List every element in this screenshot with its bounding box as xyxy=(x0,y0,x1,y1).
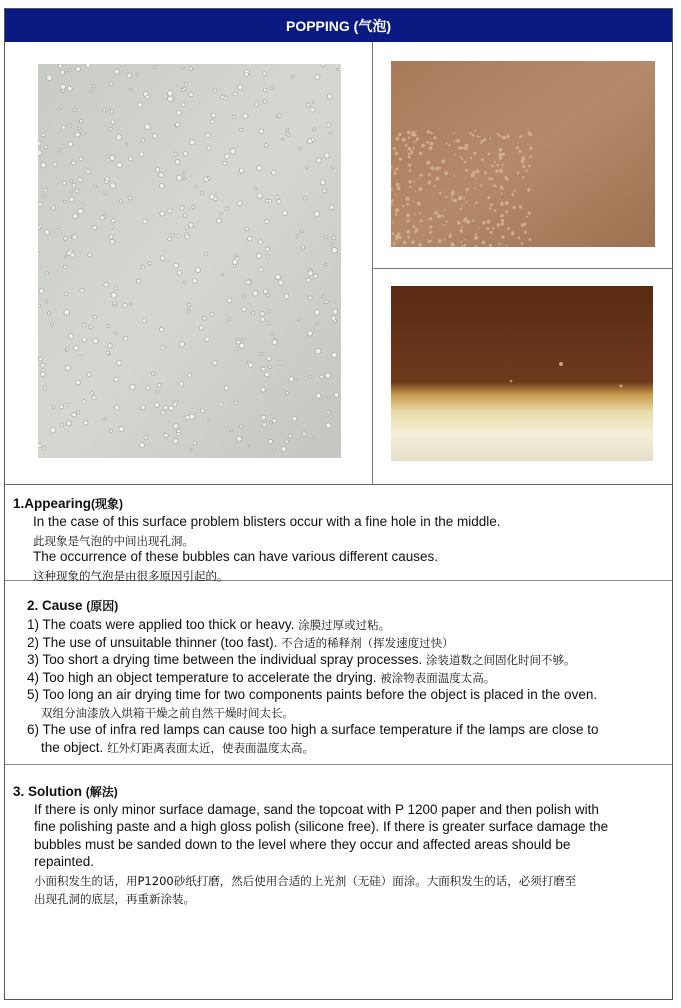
section-solution xyxy=(5,765,672,1001)
photo-divider-horizontal xyxy=(372,268,673,269)
page-title: POPPING (气泡) xyxy=(5,9,672,42)
solution-line-4: repainted. xyxy=(34,854,95,869)
section-cause xyxy=(5,581,672,765)
cause-item-6-cont: the object. 红外灯距离表面太近，使表面温度太高。 xyxy=(41,740,315,755)
appearing-line-4: 这种现象的气泡是由很多原因引起的。 xyxy=(33,569,229,583)
cause-item-3: 3) Too short a drying time between the individual spray processes. 涂装道数之间固化时间不够。 xyxy=(27,652,576,667)
solution-line-2: fine polishing paste and a high gloss polish (silicone free). If there is greater surface damage the xyxy=(34,819,609,834)
cause-item-2: 2) The use of unsuitable thinner (too fast). 不合适的稀释剂（挥发速度过快） xyxy=(27,635,454,650)
blister-photo-top-right xyxy=(391,61,655,247)
photo-panel xyxy=(5,42,672,485)
appearing-line-1: In the case of this surface problem blisters occur with a fine hole in the middle. xyxy=(33,514,501,529)
cause-item-1: 1) The coats were applied too thick or heavy. 涂膜过厚或过粘。 xyxy=(27,617,391,632)
blister-photo-left xyxy=(38,64,341,458)
photo-divider-vertical xyxy=(372,42,373,484)
cause-item-4: 4) Too high an object temperature to accelerate the drying. 被涂物表面温度太高。 xyxy=(27,670,496,685)
appearing-line-3: The occurrence of these bubbles can have various different causes. xyxy=(33,549,438,564)
section-appearing xyxy=(5,484,672,581)
document-frame xyxy=(4,8,673,1000)
appearing-title: 1.Appearing(现象) xyxy=(13,496,124,511)
solution-cn-line-1: 小面积发生的话，用P1200砂纸打磨，然后使用合适的上光剂（无硅）面涂。大面积发生的话，必须打磨至 xyxy=(34,874,577,888)
appearing-line-2: 此现象是气泡的中间出现孔洞。 xyxy=(33,534,194,548)
blister-photo-bottom-right xyxy=(391,286,653,461)
solution-title: 3. Solution (解法) xyxy=(13,784,118,799)
cause-item-6: 6) The use of infra red lamps can cause too high a surface temperature if the lamps are close to xyxy=(27,722,599,737)
solution-line-3: bubbles must be sanded down to the level where they occur and affected areas should be xyxy=(34,837,571,852)
solution-line-1: If there is only minor surface damage, sand the topcoat with P 1200 paper and then polish with xyxy=(34,802,599,817)
solution-cn-line-2: 出现孔洞的底层，再重新涂装。 xyxy=(34,892,195,906)
cause-title: 2. Cause (原因) xyxy=(27,598,119,613)
cause-item-5: 5) Too long an air drying time for two components paints before the object is placed in the oven. xyxy=(27,687,598,702)
cause-item-5-cn: 双组分油漆放入烘箱干燥之前自然干燥时间太长。 xyxy=(41,706,294,720)
